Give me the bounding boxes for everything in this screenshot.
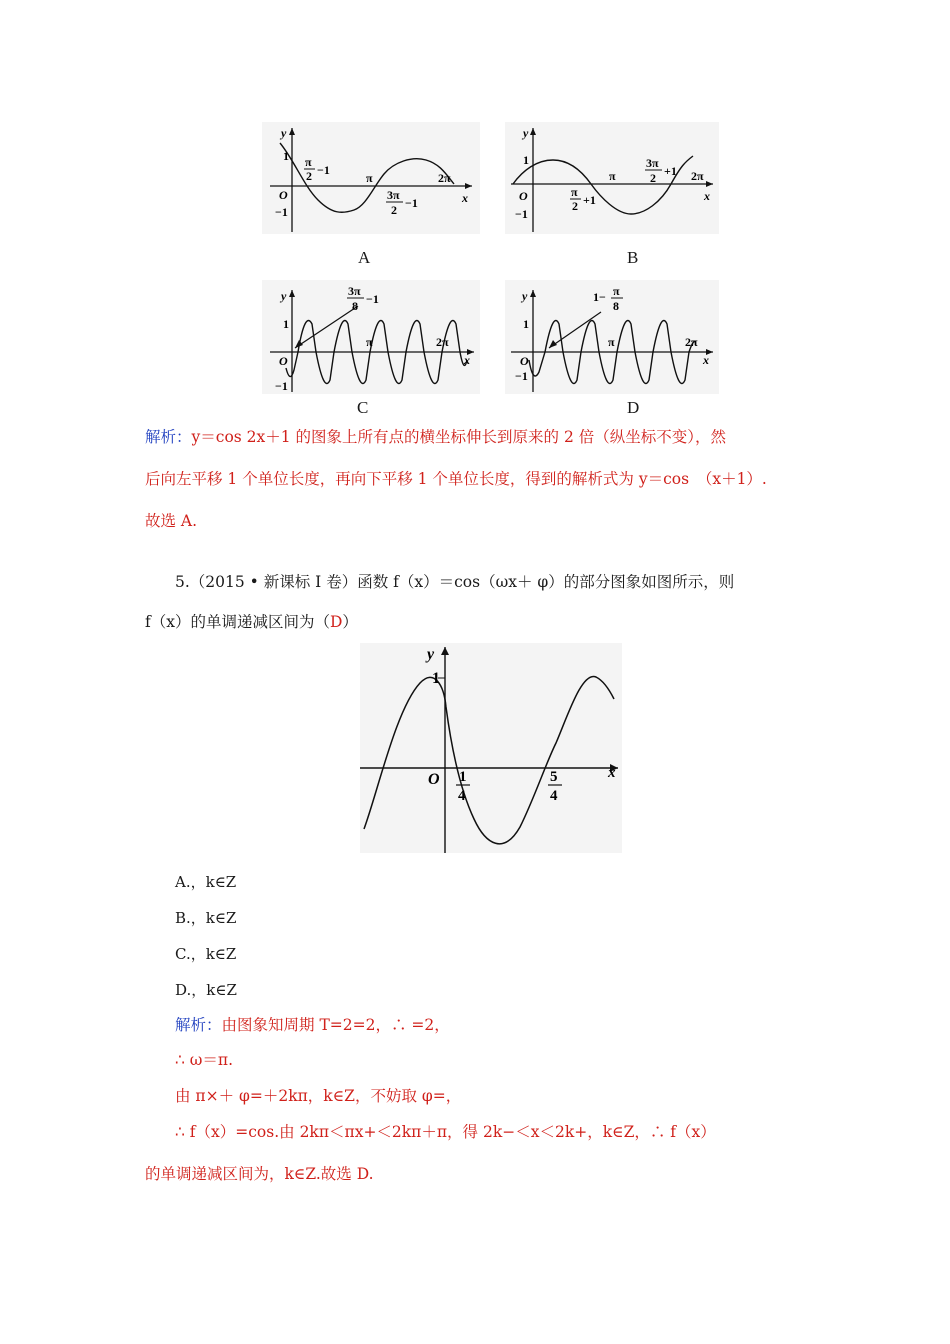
tick-neg-one: −1 (515, 369, 528, 383)
tick-one: 1 (432, 670, 440, 687)
frac-num: 3π (348, 284, 361, 298)
main-graph (360, 643, 622, 853)
frac1-num: π (305, 155, 312, 169)
option-d: D.，k∈Z (175, 981, 237, 999)
frac2-num: 3π (387, 188, 400, 202)
graph-d (505, 280, 719, 394)
tick-one: 1 (523, 317, 529, 331)
frac2-den: 2 (650, 171, 656, 185)
tick-neg-one: −1 (275, 205, 288, 219)
solution-label: 解析： (175, 1016, 222, 1034)
quarter-den: 4 (458, 788, 466, 804)
y-label: y (427, 646, 435, 663)
q5-stem-line1: 5.（2015 • 新课标 I 卷）函数 f（x）＝cos（ωx＋ φ）的部分图象如图所示，则 (175, 573, 735, 591)
q4-solution-line2: 后向左平移 1 个单位长度，再向下平移 1 个单位长度，得到的解析式为 y＝cos （x＋1）. (145, 470, 767, 488)
x-label: x (703, 353, 709, 367)
frac-rest: −1 (366, 292, 379, 306)
five-quarter-den: 4 (550, 788, 558, 804)
tick-pi: π (366, 335, 373, 349)
frac1-den: 2 (572, 199, 578, 213)
solution-label: 解析： (145, 428, 192, 446)
frac-num: π (613, 284, 620, 298)
tick-pi: π (366, 171, 373, 185)
frac2-num: 3π (646, 156, 659, 170)
q5-solution-line1: 解析：由图象知周期 T=2=2，∴ =2， (175, 1016, 450, 1034)
caption-b: B (627, 248, 639, 267)
q4-solution-line3: 故选 A. (145, 512, 198, 530)
tick-two-pi: 2π (685, 335, 698, 349)
origin-label: O (520, 354, 529, 368)
x-label: x (464, 353, 470, 367)
option-a: A.，k∈Z (175, 873, 237, 891)
tick-one: 1 (523, 153, 529, 167)
tick-two-pi: 2π (438, 171, 451, 185)
tick-neg-one: −1 (275, 379, 288, 393)
y-label: y (522, 289, 528, 303)
frac2-den: 2 (391, 203, 397, 217)
caption-d: D (627, 398, 640, 417)
graph-a (262, 122, 480, 234)
frac2-rest: +1 (664, 164, 677, 178)
q5-solution-line5: 的单调递减区间为，k∈Z.故选 D. (145, 1165, 374, 1183)
caption-a: A (358, 248, 371, 267)
q5-solution-line3: 由 π×＋ φ=＋2kπ，k∈Z，不妨取 φ=， (175, 1087, 462, 1105)
y-label: y (523, 126, 529, 140)
five-quarter-num: 5 (550, 769, 558, 785)
option-c: C.，k∈Z (175, 945, 237, 963)
origin-label: O (519, 189, 528, 203)
frac-den: 8 (352, 299, 358, 313)
frac2-rest: −1 (405, 196, 418, 210)
origin-label: O (279, 354, 288, 368)
q5-solution-line2: ∴ ω＝π. (175, 1051, 234, 1069)
frac1-den: 2 (306, 169, 312, 183)
x-label: x (608, 765, 616, 781)
q5-stem-line2: f（x）的单调递减区间为（D） (145, 613, 358, 631)
solution-text: y＝cos 2x＋1 的图象上所有点的横坐标伸长到原来的 2 倍（纵坐标不变），然 (191, 428, 727, 446)
q4-solution-line1 (145, 427, 726, 447)
tick-two-pi: 2π (436, 335, 449, 349)
x-label: x (704, 189, 710, 203)
tick-one: 1 (283, 317, 289, 331)
graph-b (505, 122, 719, 234)
frac-pre: 1− (593, 290, 606, 304)
frac1-rest: −1 (317, 163, 330, 177)
origin-label: O (428, 771, 440, 788)
tick-one: 1 (283, 149, 289, 163)
y-label: y (281, 289, 287, 303)
answer-mark: D (329, 613, 343, 631)
tick-pi: π (608, 335, 615, 349)
y-label: y (281, 126, 287, 140)
origin-label: O (279, 188, 288, 202)
graph-c (262, 280, 480, 394)
caption-c: C (357, 398, 369, 417)
q5-solution-line4: ∴ f（x）=cos.由 2kπ＜πx+＜2kπ＋π，得 2k−＜x＜2k+，k∈Z，∴ f（x） (175, 1123, 716, 1141)
tick-neg-one: −1 (515, 207, 528, 221)
tick-pi: π (609, 169, 616, 183)
frac-den: 8 (613, 299, 619, 313)
frac1-rest: +1 (583, 193, 596, 207)
quarter-num: 1 (459, 769, 467, 785)
x-label: x (462, 191, 468, 205)
tick-two-pi: 2π (691, 169, 704, 183)
frac1-num: π (571, 185, 578, 199)
option-b: B.，k∈Z (175, 909, 237, 927)
